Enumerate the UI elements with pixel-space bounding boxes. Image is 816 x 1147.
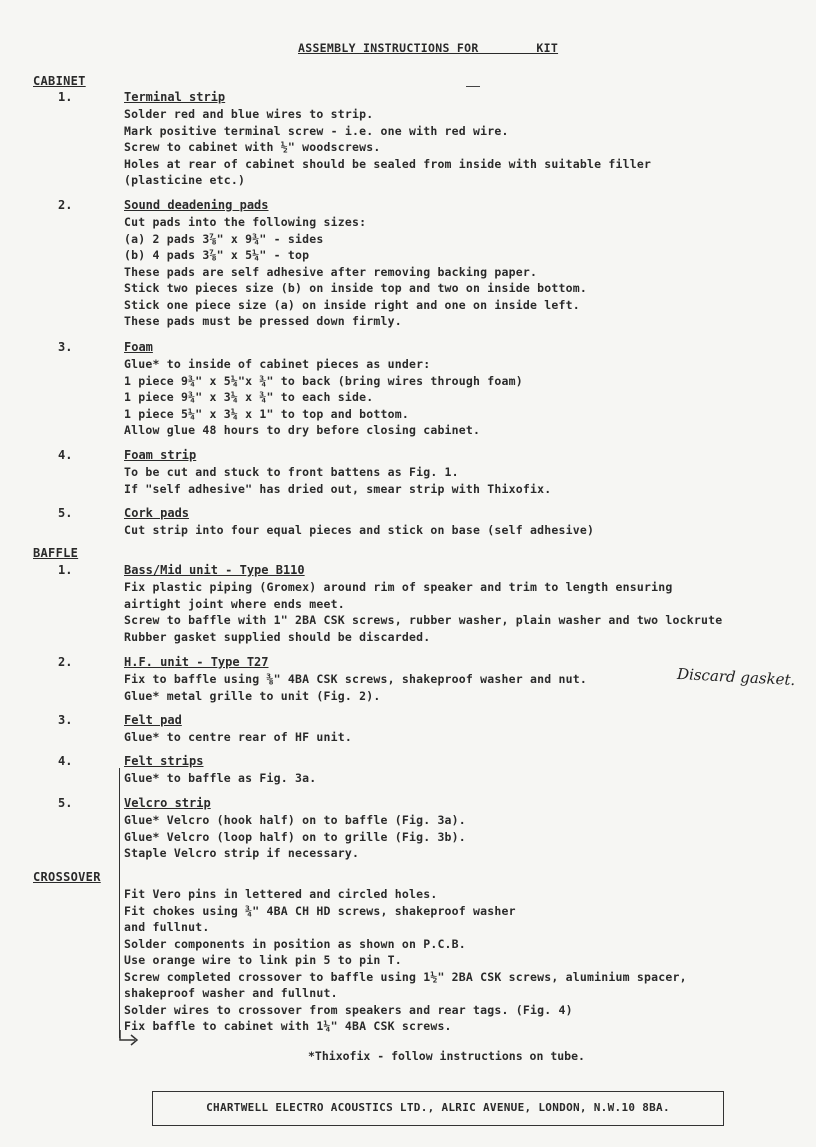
baffle-5-number: 5. <box>58 796 73 810</box>
section-cabinet: CABINET <box>33 74 86 88</box>
cabinet-5-heading: Cork pads <box>124 506 190 520</box>
baffle-5-heading: Velcro strip <box>124 796 211 810</box>
instruction-line: airtight joint where ends meet. <box>124 596 345 611</box>
instruction-line: Solder red and blue wires to strip. <box>124 107 374 121</box>
page-title: ASSEMBLY INSTRUCTIONS FOR KIT <box>298 41 559 55</box>
cabinet-2-heading: Sound deadening pads <box>124 198 269 212</box>
section-baffle: BAFFLE <box>33 546 79 560</box>
instruction-line: Fix to baffle using ⅜" 4BA CSK screws, shakeproof washer and nut. <box>124 672 588 686</box>
instruction-line: Use orange wire to link pin 5 to pin T. <box>124 953 402 967</box>
instruction-line: If "self adhesive" has dried out, smear strip with Thixofix. <box>124 481 552 496</box>
company-address-box: CHARTWELL ELECTRO ACOUSTICS LTD., ALRIC AVENUE, LONDON, N.W.10 8BA. <box>152 1091 724 1126</box>
instruction-line: Glue* Velcro (loop half) on to grille (Fig. 3b). <box>124 829 466 844</box>
instruction-line: Mark positive terminal screw - i.e. one with red wire. <box>124 123 509 138</box>
crossover-lines <box>124 886 687 1035</box>
instruction-line: Cut strip into four equal pieces and stick on base (self adhesive) <box>124 523 595 537</box>
baffle-3-number: 3. <box>58 713 73 727</box>
instruction-line: Solder wires to crossover from speakers and rear tags. (Fig. 4) <box>124 1002 573 1017</box>
instruction-line: Fit chokes using ¾" 4BA CH HD screws, shakeproof washer <box>124 903 516 918</box>
baffle-4-number: 4. <box>58 754 73 768</box>
cabinet-1-number: 1. <box>58 90 73 104</box>
instruction-line: (b) 4 pads 3⅞" x 5¼" - top <box>124 248 310 262</box>
instruction-line: Allow glue 48 hours to dry before closing cabinet. <box>124 423 481 437</box>
baffle-1-heading: Bass/Mid unit - Type B110 <box>124 563 305 577</box>
cabinet-2-lines <box>124 214 587 330</box>
baffle-1-lines <box>124 579 722 645</box>
instruction-line: Glue* to centre rear of HF unit. <box>124 730 352 744</box>
cabinet-3-heading: Foam <box>124 340 153 354</box>
cabinet-1-heading: Terminal strip <box>124 90 226 104</box>
instruction-line: Glue* Velcro (hook half) on to baffle (Fig. 3a). <box>124 813 466 827</box>
cabinet-5-lines <box>124 522 594 539</box>
baffle-1-number: 1. <box>58 563 73 577</box>
instruction-line: Fix plastic piping (Gromex) around rim of speaker and trim to length ensuring <box>124 580 673 594</box>
cabinet-3-number: 3. <box>58 340 73 354</box>
arrow-right-icon <box>119 1030 141 1046</box>
cabinet-3-lines <box>124 356 523 439</box>
instruction-line: Cut pads into the following sizes: <box>124 215 367 229</box>
baffle-2-number: 2. <box>58 655 73 669</box>
baffle-4-heading: Felt strips <box>124 754 204 768</box>
instruction-line: 1 piece 5¼" x 3¼ x 1" to top and bottom. <box>124 406 409 421</box>
cabinet-2-number: 2. <box>58 198 73 212</box>
instruction-line: 1 piece 9¾" x 3¼ x ¾" to each side. <box>124 390 374 404</box>
instruction-line: Glue* to inside of cabinet pieces as under: <box>124 357 431 371</box>
instruction-line: (a) 2 pads 3⅞" x 9¾" - sides <box>124 231 324 246</box>
baffle-2-heading: H.F. unit - Type T27 <box>124 655 269 669</box>
instruction-line: These pads must be pressed down firmly. <box>124 314 402 328</box>
cabinet-4-lines <box>124 464 551 497</box>
instruction-line: Glue* metal grille to unit (Fig. 2). <box>124 688 381 703</box>
instruction-line: Rubber gasket supplied should be discarded. <box>124 629 431 644</box>
handwritten-note: Discard gasket. <box>676 664 796 690</box>
instruction-line: Stick one piece size (a) on inside right and one on inside left. <box>124 297 580 312</box>
instruction-line: Glue* to baffle as Fig. 3a. <box>124 771 317 785</box>
baffle-3-lines <box>124 729 352 746</box>
pen-mark <box>466 86 480 87</box>
section-crossover: CROSSOVER <box>33 870 101 884</box>
instruction-line: shakeproof washer and fullnut. <box>124 986 338 1000</box>
instruction-line: Stick two pieces size (b) on inside top and two on inside bottom. <box>124 281 588 295</box>
instruction-line: 1 piece 9¾" x 5¼"x ¾" to back (bring wires through foam) <box>124 373 523 388</box>
instruction-line: Fix baffle to cabinet with 1¼" 4BA CSK screws. <box>124 1019 452 1033</box>
instruction-line: Screw to baffle with 1" 2BA CSK screws, rubber washer, plain washer and two lockrute <box>124 613 723 627</box>
instruction-line: To be cut and stuck to front battens as Fig. 1. <box>124 465 459 479</box>
cabinet-4-heading: Foam strip <box>124 448 197 462</box>
instruction-line: and fullnut. <box>124 920 210 934</box>
baffle-4-lines <box>124 770 316 787</box>
instruction-line: Solder components in position as shown on P.C.B. <box>124 936 466 951</box>
baffle-3-heading: Felt pad <box>124 713 182 727</box>
margin-bracket-line <box>119 768 128 1038</box>
baffle-2-lines <box>124 671 587 704</box>
instruction-line: These pads are self adhesive after removing backing paper. <box>124 264 538 279</box>
instruction-line: (plasticine etc.) <box>124 173 246 187</box>
instruction-line: Staple Velcro strip if necessary. <box>124 846 360 860</box>
baffle-5-lines <box>124 812 466 862</box>
instruction-line: Screw to cabinet with ½" woodscrews. <box>124 140 381 154</box>
cabinet-1-lines <box>124 106 651 189</box>
thixofix-note: *Thixofix - follow instructions on tube. <box>308 1049 585 1063</box>
instruction-line: Screw completed crossover to baffle using 1½" 2BA CSK screws, aluminium spacer, <box>124 969 687 984</box>
instruction-line: Fit Vero pins in lettered and circled holes. <box>124 887 438 901</box>
cabinet-5-number: 5. <box>58 506 73 520</box>
cabinet-4-number: 4. <box>58 448 73 462</box>
instruction-line: Holes at rear of cabinet should be sealed from inside with suitable filler <box>124 156 652 171</box>
